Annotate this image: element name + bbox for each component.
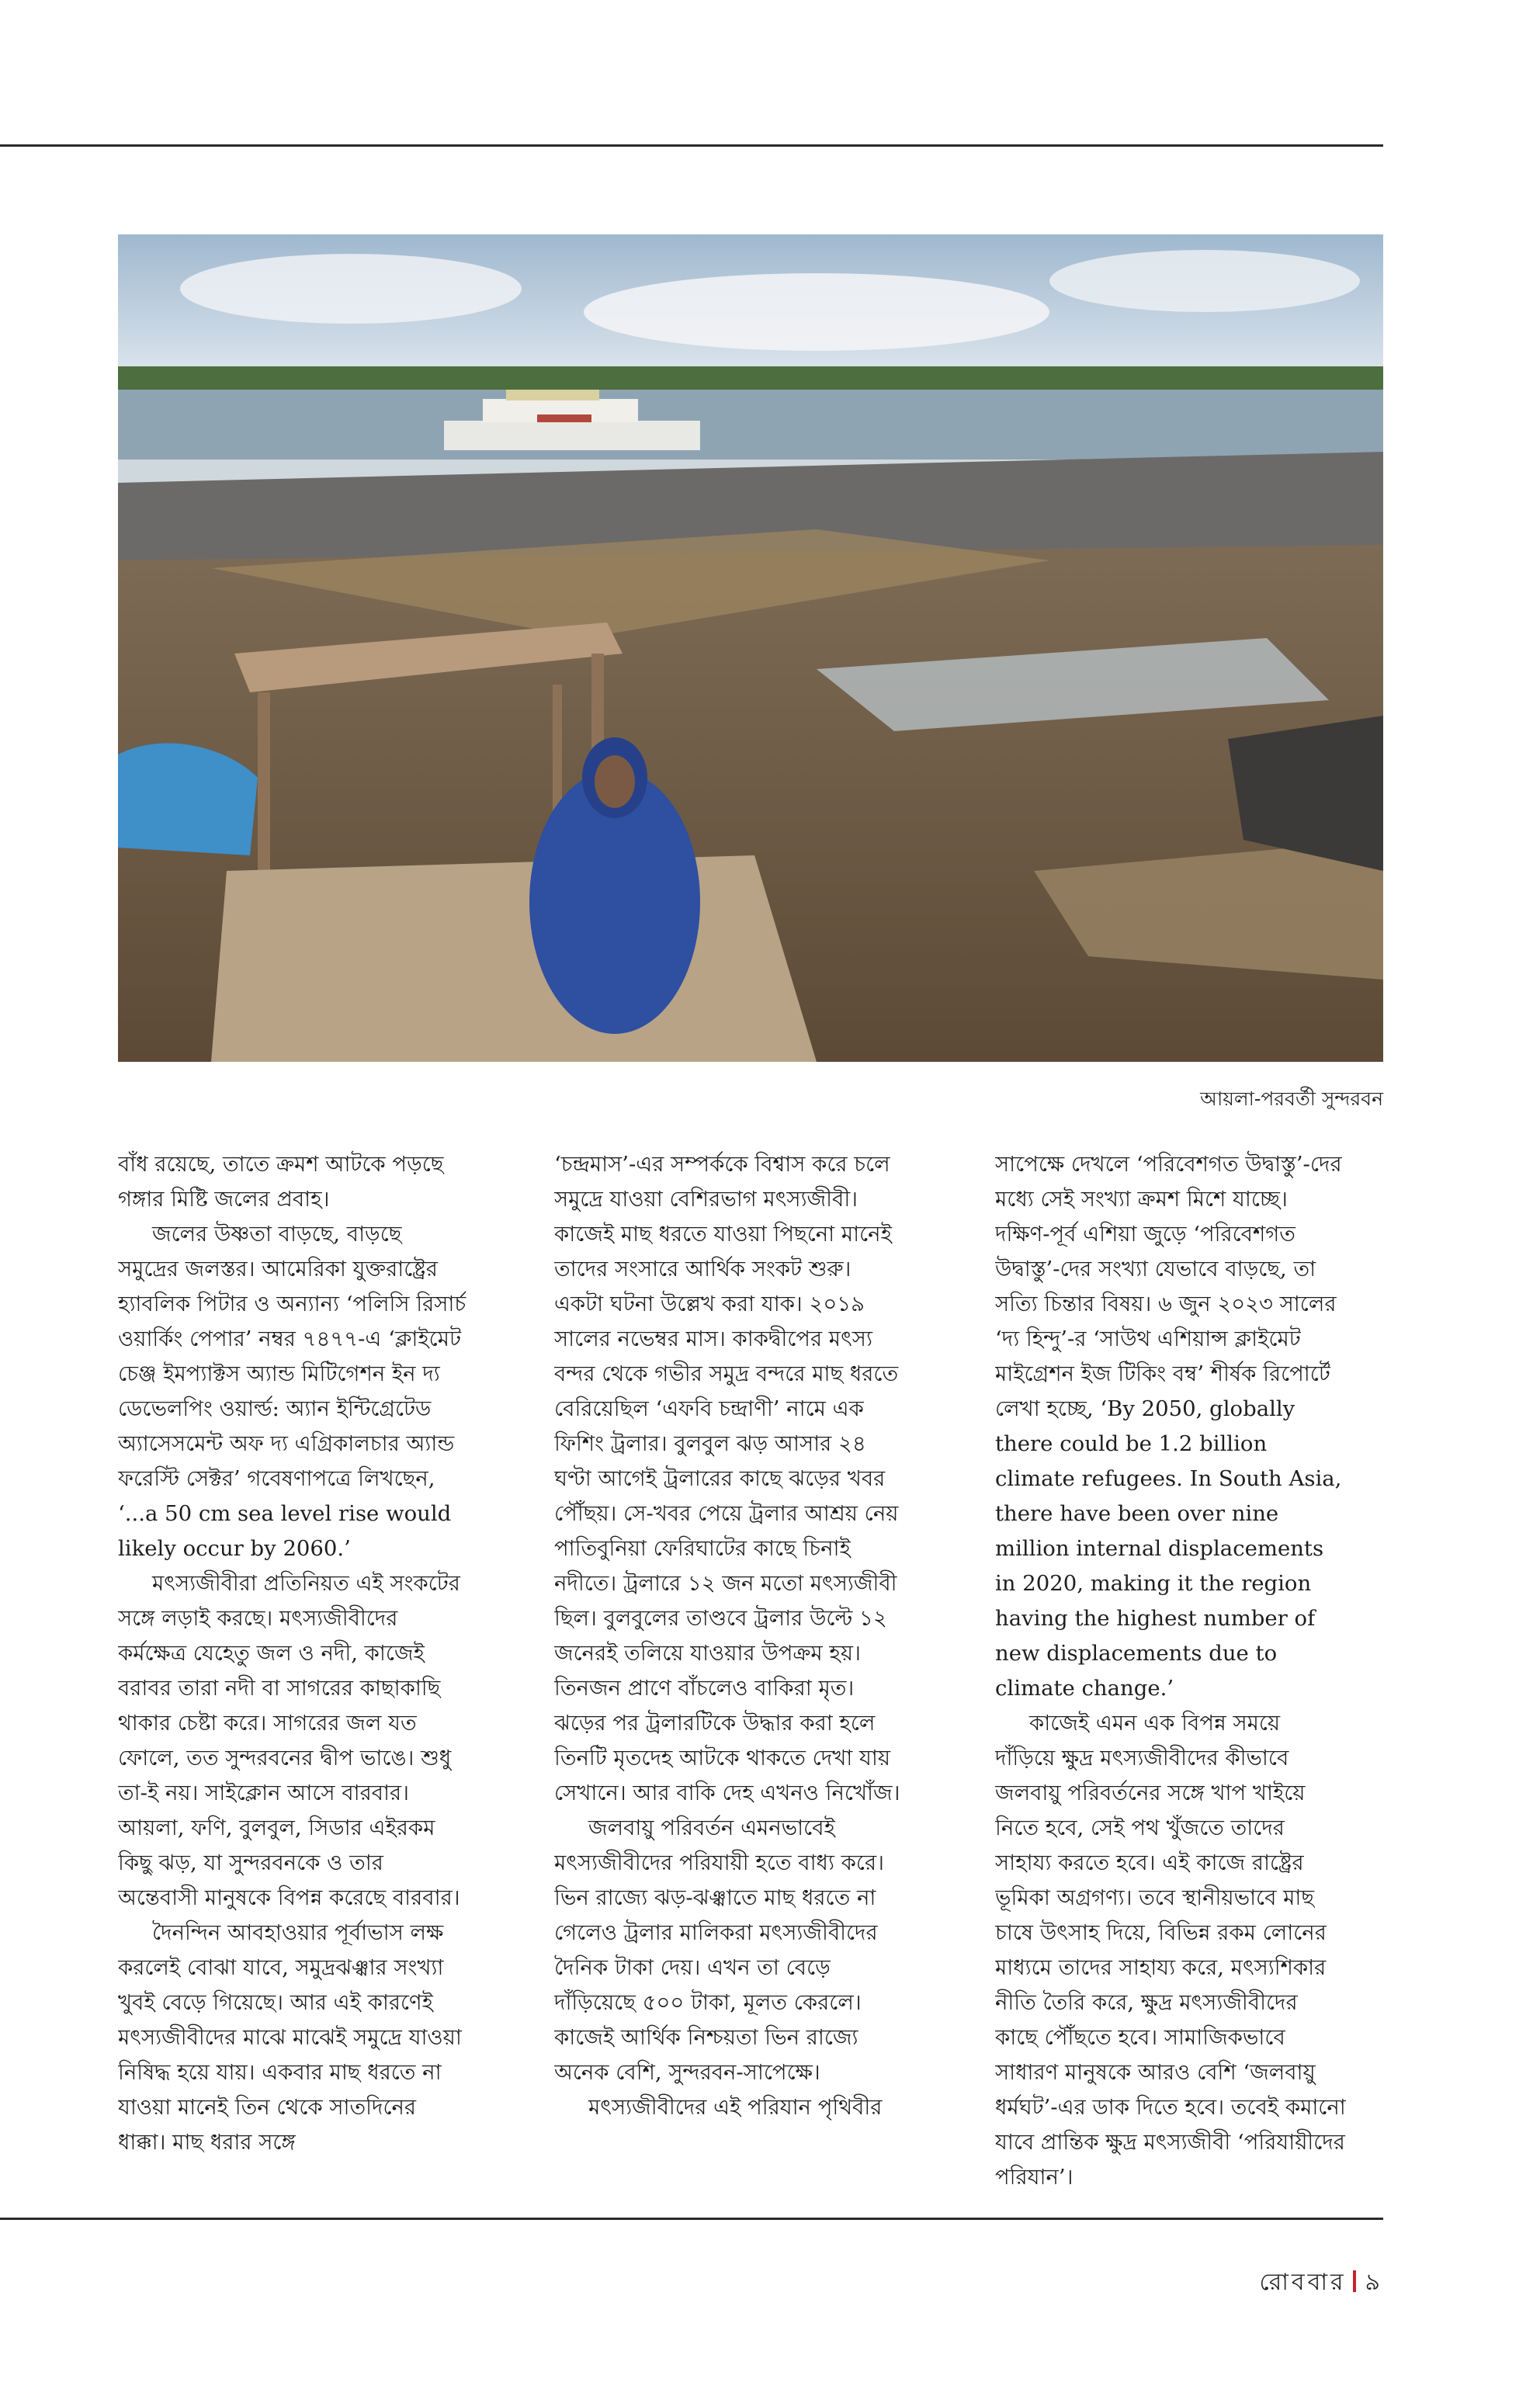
page-footer xyxy=(1260,2263,1383,2303)
paragraph: বাঁধ রয়েছে, তাতে ক্রমশ আটকে পড়ছে গঙ্গার মিষ্টি জলের প্রবাহ। xyxy=(118,1152,444,1212)
article-column-1 xyxy=(118,1147,469,2203)
bottom-rule xyxy=(0,2218,1383,2220)
paragraph: জলের উষ্ণতা বাড়ছে, বাড়ছে সমুদ্রের জলস্তর। আমেরিকা যুক্তরাষ্ট্রের হ্যাবলিক পিটার ও অন্যান্য ‘পলিসি রিসার্চ ওয়ার্কিং পেপার’ নম্বর ৭৪৭৭-এ ‘ক্লাইমেট চেঞ্জ ইমপ্যাক্টস অ্যান্ড মিটিগেশন ইন দ্য ডেভেলপিং ওয়ার্ল্ড: অ্যান ইন্টিগ্রেটেড অ্যাসেসমেন্ট অফ দ্য এগ্রিকালচার অ্যান্ড ফরেস্টি সেক্টর’ গবেষণাপত্রে লিখছেন, ‘...a 50 cm sea level rise would likely occur by 2060.’ xyxy=(118,1222,467,1561)
top-rule xyxy=(0,144,1383,147)
paragraph: দৈনন্দিন আবহাওয়ার পূর্বাভাস লক্ষ করলেই বোঝা যাবে, সমুদ্রঝঞ্ঝার সংখ্যা খুবই বেড়ে গিয়েছে। আর এই কারণেই মৎস্যজীবীদের মাঝে মাঝেই সমুদ্রে যাওয়া নিষিদ্ধ হয়ে যায়। একবার মাছ ধরতে না যাওয়া মানেই তিন থেকে সাতদিনের ধাক্কা। মাছ ধরার সঙ্গে xyxy=(118,1920,462,2155)
paragraph: সাপেক্ষে দেখলে ‘পরিবেশগত উদ্বাস্তু’-দের মধ্যে সেই সংখ্যা ক্রমশ মিশে যাচ্ছে। দক্ষিণ-পূর্ব এশিয়া জুড়ে ‘পরিবেশগত উদ্বাস্তু’-দের সংখ্যা যেভাবে বাড়ছে, তা সত্যি চিন্তার বিষয়। ৬ জুন ২০২৩ সালের ‘দ্য হিন্দু’-র ‘সাউথ এশিয়ান্স ক্লাইমেট মাইগ্রেশন ইজ টিকিং বম্ব’ শীর্ষক রিপোর্টে লেখা হচ্ছে, ‘By 2050, globally there could be 1.2 billion climate refugees. In South Asia, there have been over nine million internal displacements in 2020, making it the region having the highest number of new displacements due to climate change.’ xyxy=(995,1152,1342,1701)
paragraph: মৎস্যজীবীদের এই পরিযান পৃথিবীর xyxy=(588,2095,883,2120)
footer-separator xyxy=(1353,2270,1356,2292)
photo-caption: আয়লা-পরবর্তী সুন্দরবন xyxy=(1200,1087,1383,1110)
article-column-3 xyxy=(995,1147,1346,2203)
article-column-2 xyxy=(554,1147,905,2203)
photo-illustration xyxy=(118,234,1383,1062)
page-number: ৯ xyxy=(1365,2269,1383,2296)
paragraph: জলবায়ু পরিবর্তন এমনভাবেই মৎস্যজীবীদের পরিযায়ী হতে বাধ্য করে। ভিন রাজ্যে ঝড়-ঝঞ্ঝাতে মাছ ধরতে না গেলেও ট্রলার মালিকরা মৎস্যজীবীদের দৈনিক টাকা দেয়। এখন তা বেড়ে দাঁড়িয়েছে ৫০০ টাকা, মূলত কেরলে। কাজেই আর্থিক নিশ্চয়তা ভিন রাজ্যে অনেক বেশি, সুন্দরবন-সাপেক্ষে। xyxy=(554,1816,884,2085)
article-photo xyxy=(118,234,1383,1062)
paragraph: কাজেই এমন এক বিপন্ন সময়ে দাঁড়িয়ে ক্ষুদ্র মৎস্যজীবীদের কীভাবে জলবায়ু পরিবর্তনের সঙ্গে খাপ খাইয়ে নিতে হবে, সেই পথ খুঁজতে তাদের সাহায্য করতে হবে। এই কাজে রাষ্ট্রের ভূমিকা অগ্রগণ্য। তবে স্থানীয়ভাবে মাছ চাষে উৎসাহ দিয়ে, বিভিন্ন রকম লোনের মাধ্যমে তাদের সাহায্য করে, মৎস্যশিকার নীতি তৈরি করে, ক্ষুদ্র মৎস্যজীবীদের কাছে পৌঁছতে হবে। সামাজিকভাবে সাধারণ মানুষকে আরও বেশি ‘জলবায়ু ধর্মঘট’-এর ডাক দিতে হবে। তবেই কমানো যাবে প্রান্তিক ক্ষুদ্র মৎস্যজীবী ‘পরিযায়ীদের পরিযান’। xyxy=(995,1711,1346,2190)
paragraph: ‘চন্দ্রমাস’-এর সম্পর্ককে বিশ্বাস করে চলে সমুদ্রে যাওয়া বেশিরভাগ মৎস্যজীবী। কাজেই মাছ ধরতে যাওয়া পিছনো মানেই তাদের সংসারে আর্থিক সংকট শুরু। একটা ঘটনা উল্লেখ করা যাক। ২০১৯ সালের নভেম্বর মাস। কাকদ্বীপের মৎস্য বন্দর থেকে গভীর সমুদ্র বন্দরে মাছ ধরতে বেরিয়েছিল ‘এফবি চন্দ্রাণী’ নামে এক ফিশিং ট্রলার। বুলবুল ঝড় আসার ২৪ ঘণ্টা আগেই ট্রলারের কাছে ঝড়ের খবর পৌঁছয়। সে-খবর পেয়ে ট্রলার আশ্রয় নেয় পাতিবুনিয়া ফেরিঘাটের কাছে চিনাই নদীতে। ট্রলারে ১২ জন মতো মৎস্যজীবী ছিল। বুলবুলের তাণ্ডবে ট্রলার উল্টে ১২ জনেরই তলিয়ে যাওয়ার উপক্রম হয়। তিনজন প্রাণে বাঁচলেও বাকিরা মৃত। ঝড়ের পর ট্রলারটিকে উদ্ধার করা হলে তিনটি মৃতদেহ আটকে থাকতে দেখা যায় সেখানে। আর বাকি দেহ এখনও নিখোঁজ। xyxy=(554,1152,900,1805)
publication-name: রোববার xyxy=(1259,2269,1347,2296)
paragraph: মৎস্যজীবীরা প্রতিনিয়ত এই সংকটের সঙ্গে লড়াই করছে। মৎস্যজীবীদের কর্মক্ষেত্র যেহেতু জল ও নদী, কাজেই বরাবর তারা নদী বা সাগরের কাছাকাছি থাকার চেষ্টা করে। সাগরের জল যত ফোলে, তত সুন্দরবনের দ্বীপ ভাঙে। শুধু তা-ই নয়। সাইক্লোন আসে বারবার। আয়লা, ফণি, বুলবুল, সিডার এইরকম কিছু ঝড়, যা সুন্দরবনকে ও তার অন্তেবাসী মানুষকে বিপন্ন করেছে বারবার। xyxy=(118,1571,460,1910)
